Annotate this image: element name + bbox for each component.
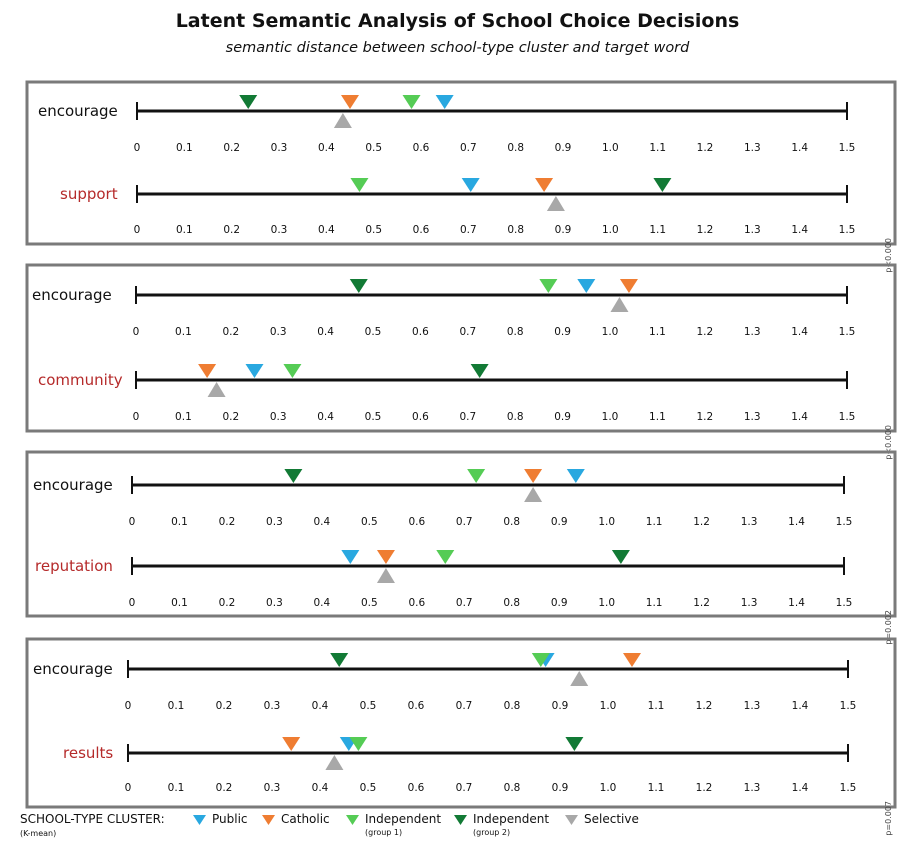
legend-item-independent-group-1: [346, 812, 442, 837]
row-encourage: [32, 279, 855, 338]
tick-label: 1.0: [598, 597, 616, 609]
tick-label: 0.9: [554, 142, 572, 154]
tick-label: 0.7: [455, 782, 473, 794]
target-word-label: encourage: [38, 102, 118, 120]
marker-independent-group-1: [350, 178, 368, 192]
tick-label: 0.1: [171, 516, 188, 528]
tick-label: 1.1: [645, 516, 663, 528]
tick-label: 1.3: [743, 224, 761, 236]
tick-label: 0.3: [270, 142, 288, 154]
p-value-label: p=0.002: [884, 610, 893, 645]
marker-independent-group-2: [239, 95, 257, 109]
tick-label: 0.8: [507, 142, 525, 154]
row-encourage: [33, 469, 852, 528]
marker-selective: [377, 568, 395, 583]
tick-label: 0.7: [459, 411, 477, 423]
tick-label: 0.3: [266, 516, 283, 528]
marker-independent-group-2: [653, 178, 671, 192]
tick-label: 0.9: [554, 224, 572, 236]
tick-label: 1.5: [838, 224, 856, 236]
marker-independent-group-1: [436, 550, 454, 564]
tick-label: 1.3: [743, 411, 761, 423]
target-word-label: encourage: [32, 286, 112, 304]
tick-label: 0.3: [269, 326, 287, 338]
legend-sublabel-group-2: (group 2): [473, 828, 511, 837]
tick-label: 0.8: [507, 224, 525, 236]
tick-label: 0.8: [503, 782, 521, 794]
tick-label: 1.5: [839, 782, 857, 794]
tick-label: 1.3: [740, 597, 758, 609]
target-word-label: encourage: [33, 476, 113, 494]
tick-label: 1.5: [838, 326, 856, 338]
panel-frame: [27, 452, 895, 616]
marker-independent-group-1: [283, 364, 301, 378]
panel-3: [27, 452, 895, 645]
tick-label: 1.1: [649, 224, 667, 236]
legend-label-independent-group-1: Independent: [365, 812, 442, 826]
tick-label: 0.8: [503, 700, 521, 712]
tick-label: 0.2: [218, 597, 236, 609]
marker-independent-group-2: [330, 653, 348, 667]
marker-selective: [524, 487, 542, 502]
tick-label: 0.9: [554, 326, 571, 338]
tick-label: 0.4: [317, 411, 334, 423]
tick-label: 0.6: [408, 516, 426, 528]
tick-label: 0.1: [167, 782, 185, 794]
marker-independent-group-1: [403, 95, 421, 109]
legend-item-independent-group-2: [454, 812, 550, 837]
tick-label: 0.3: [269, 411, 287, 423]
tick-label: 0.7: [455, 700, 473, 712]
tick-label: 1.2: [696, 326, 714, 338]
legend-marker-selective: [565, 815, 578, 825]
tick-label: 0.8: [506, 326, 524, 338]
tick-label: 1.4: [791, 142, 809, 154]
tick-label: 0.6: [407, 700, 425, 712]
p-value-label: p=0.007: [884, 801, 893, 836]
marker-public: [341, 550, 359, 564]
marker-public: [462, 178, 480, 192]
tick-label: 0.5: [365, 224, 383, 236]
tick-label: 0.5: [364, 411, 382, 423]
panel-4: [27, 639, 895, 836]
marker-catholic: [282, 737, 300, 751]
target-word-label: reputation: [35, 557, 113, 575]
tick-label: 0: [132, 326, 140, 338]
tick-label: 1.1: [649, 411, 666, 423]
legend-sublabel-group-1: (group 1): [365, 828, 403, 837]
marker-catholic: [198, 364, 216, 378]
tick-label: 0.8: [506, 411, 524, 423]
tick-label: 0: [124, 782, 132, 794]
tick-label: 0.8: [503, 597, 521, 609]
tick-label: 0.5: [359, 782, 377, 794]
target-word-label: encourage: [33, 660, 113, 678]
marker-selective: [325, 755, 343, 770]
tick-label: 0.5: [360, 516, 378, 528]
tick-label: 1.2: [696, 411, 714, 423]
row-community: [38, 364, 855, 423]
tick-label: 1.0: [601, 326, 619, 338]
panel-1: [27, 82, 895, 273]
tick-label: 1.1: [647, 782, 665, 794]
tick-label: 0.4: [311, 782, 329, 794]
tick-label: 1.3: [743, 326, 761, 338]
tick-label: 1.5: [838, 411, 856, 423]
tick-label: 0.1: [175, 224, 193, 236]
tick-label: 0.2: [215, 700, 233, 712]
legend-subtitle: (K-mean): [20, 829, 57, 838]
marker-independent-group-1: [467, 469, 485, 483]
tick-label: 1.3: [740, 516, 758, 528]
tick-label: 0.2: [223, 224, 241, 236]
legend-marker-independent-group-1: [346, 815, 359, 825]
tick-label: 1.2: [693, 516, 710, 528]
tick-label: 0: [124, 700, 132, 712]
tick-label: 0.7: [459, 142, 477, 154]
legend-marker-public: [193, 815, 206, 825]
tick-label: 0: [133, 142, 141, 154]
marker-catholic: [524, 469, 542, 483]
tick-label: 0.3: [263, 782, 281, 794]
legend-item-selective: [565, 812, 639, 826]
marker-selective: [547, 196, 565, 211]
marker-independent-group-2: [350, 279, 368, 293]
tick-label: 1.0: [599, 782, 617, 794]
tick-label: 1.4: [791, 224, 809, 236]
panel-2: [27, 265, 895, 460]
tick-label: 1.4: [791, 700, 809, 712]
marker-catholic: [341, 95, 359, 109]
legend: [0, 812, 915, 852]
row-encourage: [38, 95, 855, 154]
tick-label: 0: [132, 411, 140, 423]
tick-label: 1.1: [649, 326, 666, 338]
legend-item-catholic: [262, 812, 330, 826]
tick-label: 1.2: [696, 142, 714, 154]
tick-label: 0.9: [551, 700, 569, 712]
tick-label: 0.7: [455, 597, 473, 609]
marker-independent-group-2: [471, 364, 489, 378]
tick-label: 0.5: [364, 326, 382, 338]
marker-catholic: [377, 550, 395, 564]
row-results: [63, 737, 856, 794]
tick-label: 0.4: [317, 326, 334, 338]
tick-label: 0.1: [175, 326, 192, 338]
legend-label-independent-group-2: Independent: [473, 812, 550, 826]
marker-catholic: [535, 178, 553, 192]
tick-label: 0.4: [313, 597, 331, 609]
marker-public: [567, 469, 585, 483]
tick-label: 0.6: [412, 326, 429, 338]
tick-label: 1.2: [695, 700, 713, 712]
tick-label: 1.3: [743, 700, 761, 712]
chart-title: Latent Semantic Analysis of School Choice Decisions: [175, 10, 740, 32]
p-value-label: p<0.000: [884, 425, 893, 460]
tick-label: 0.2: [222, 326, 240, 338]
tick-label: 1.3: [743, 782, 761, 794]
tick-label: 1.4: [791, 326, 808, 338]
marker-selective: [610, 297, 628, 312]
tick-label: 1.0: [598, 516, 616, 528]
marker-catholic: [620, 279, 638, 293]
p-value-label: p<0.000: [884, 238, 893, 273]
tick-label: 0.5: [359, 700, 377, 712]
tick-label: 0.5: [360, 597, 378, 609]
tick-label: 0.4: [317, 224, 335, 236]
tick-label: 0.9: [550, 597, 568, 609]
row-support: [60, 178, 855, 236]
tick-label: 0.2: [223, 142, 241, 154]
tick-label: 1.2: [693, 597, 710, 609]
tick-label: 0.9: [551, 782, 569, 794]
target-word-label: results: [63, 744, 114, 762]
tick-label: 0.6: [412, 142, 430, 154]
tick-label: 1.5: [835, 597, 853, 609]
tick-label: 0.6: [412, 224, 430, 236]
tick-label: 1.0: [599, 700, 617, 712]
legend-label-public: Public: [212, 812, 248, 826]
tick-label: 0.4: [313, 516, 331, 528]
tick-label: 0.2: [215, 782, 233, 794]
tick-label: 0.1: [175, 411, 192, 423]
marker-public: [436, 95, 454, 109]
legend-marker-catholic: [262, 815, 275, 825]
tick-label: 1.4: [791, 782, 809, 794]
tick-label: 0.6: [412, 411, 429, 423]
tick-label: 1.3: [743, 142, 761, 154]
tick-label: 0.1: [171, 597, 188, 609]
tick-label: 0: [133, 224, 141, 236]
marker-independent-group-2: [565, 737, 583, 751]
tick-label: 0: [128, 597, 136, 609]
target-word-label: community: [38, 371, 123, 389]
tick-label: 1.4: [788, 597, 805, 609]
marker-selective: [208, 382, 226, 397]
tick-label: 1.0: [601, 411, 619, 423]
tick-label: 1.1: [645, 597, 663, 609]
legend-marker-independent-group-2: [454, 815, 467, 825]
tick-label: 0.4: [311, 700, 329, 712]
tick-label: 0.2: [218, 516, 236, 528]
panel-frame: [27, 82, 895, 244]
chart-subtitle: semantic distance between school-type cluster and target word: [225, 40, 690, 56]
tick-label: 0.9: [550, 516, 568, 528]
tick-label: 0.9: [554, 411, 571, 423]
tick-label: 0.2: [222, 411, 240, 423]
marker-catholic: [623, 653, 641, 667]
tick-label: 0.1: [167, 700, 185, 712]
legend-label-catholic: Catholic: [281, 812, 330, 826]
marker-public: [246, 364, 264, 378]
tick-label: 0.7: [455, 516, 473, 528]
marker-independent-group-2: [284, 469, 302, 483]
tick-label: 1.1: [649, 142, 667, 154]
legend-item-public: [193, 812, 248, 826]
tick-label: 0: [128, 516, 136, 528]
marker-public: [577, 279, 595, 293]
tick-label: 1.0: [601, 224, 619, 236]
tick-label: 0.7: [459, 326, 477, 338]
tick-label: 0.3: [270, 224, 288, 236]
row-encourage: [33, 653, 856, 712]
tick-label: 1.2: [696, 224, 714, 236]
tick-label: 0.4: [317, 142, 335, 154]
tick-label: 0.5: [365, 142, 383, 154]
marker-selective: [570, 671, 588, 686]
panel-frame: [27, 265, 895, 431]
tick-label: 0.7: [459, 224, 477, 236]
target-word-label: support: [60, 185, 118, 203]
tick-label: 1.1: [647, 700, 665, 712]
tick-label: 0.3: [263, 700, 281, 712]
row-reputation: [35, 550, 852, 609]
tick-label: 1.5: [839, 700, 857, 712]
tick-label: 1.5: [838, 142, 856, 154]
tick-label: 0.1: [175, 142, 193, 154]
tick-label: 1.0: [601, 142, 619, 154]
tick-label: 1.4: [788, 516, 805, 528]
tick-label: 1.5: [835, 516, 853, 528]
legend-title: SCHOOL-TYPE CLUSTER:: [20, 812, 165, 826]
tick-label: 0.3: [266, 597, 283, 609]
marker-independent-group-1: [539, 279, 557, 293]
tick-label: 1.4: [791, 411, 808, 423]
tick-label: 0.6: [408, 597, 426, 609]
tick-label: 1.2: [695, 782, 713, 794]
marker-independent-group-2: [612, 550, 630, 564]
legend-label-selective: Selective: [584, 812, 639, 826]
marker-selective: [334, 113, 352, 128]
tick-label: 0.6: [407, 782, 425, 794]
tick-label: 0.8: [503, 516, 521, 528]
